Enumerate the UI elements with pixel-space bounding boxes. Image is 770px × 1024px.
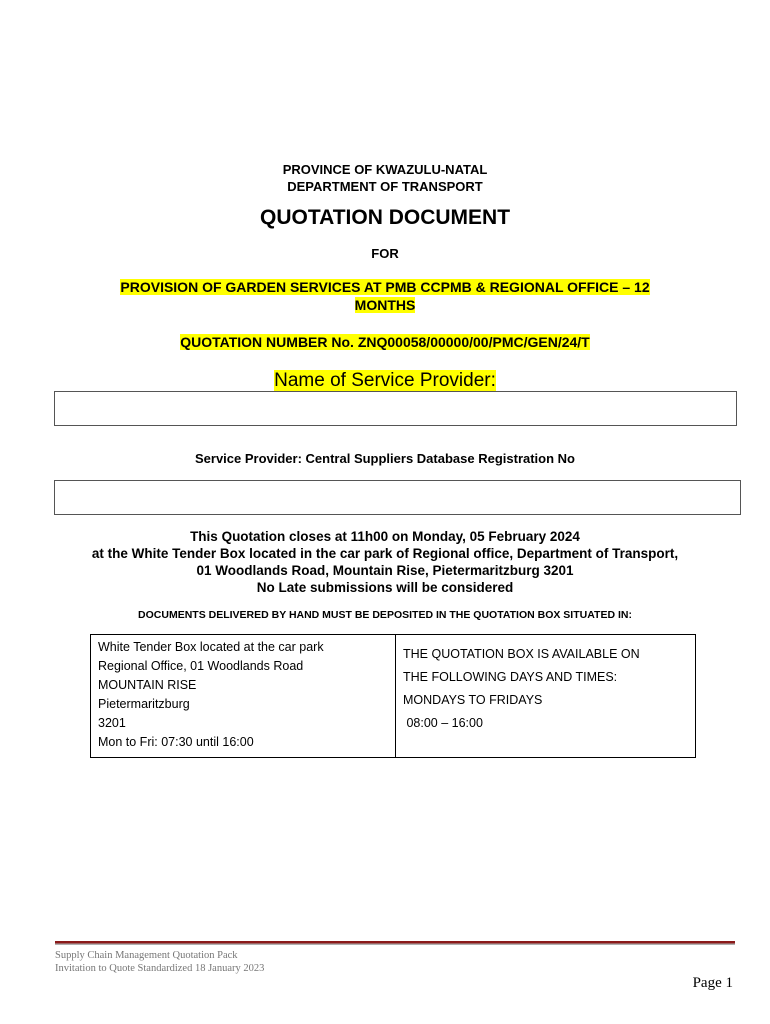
- provider-name-label: Name of Service Provider:: [274, 370, 496, 391]
- provider-name-row: [0, 369, 770, 393]
- quotation-number-row: [0, 333, 770, 351]
- closing-line-2: at the White Tender Box located in the car park of Regional office, Department of Transport,: [91, 546, 679, 561]
- for-label: FOR: [371, 246, 399, 261]
- box-location-line: White Tender Box located at the car park: [98, 640, 324, 654]
- page-number: Page 1: [692, 975, 733, 991]
- department-heading: DEPARTMENT OF TRANSPORT: [287, 179, 483, 194]
- box-location-line: Regional Office, 01 Woodlands Road: [98, 659, 304, 673]
- document-title: QUOTATION DOCUMENT: [259, 206, 511, 229]
- footer-line-2: Invitation to Quote Standardized 18 January 2023: [55, 963, 265, 974]
- footer-line-1: Supply Chain Management Quotation Pack: [55, 950, 238, 961]
- box-availability-line: THE QUOTATION BOX IS AVAILABLE ON: [403, 647, 640, 661]
- footer-divider: [55, 941, 735, 945]
- box-availability-line: MONDAYS TO FRIDAYS: [403, 693, 543, 707]
- quotation-number: QUOTATION NUMBER No. ZNQ00058/00000/00/PMC/GEN/24/T: [180, 334, 590, 350]
- delivery-notice: DOCUMENTS DELIVERED BY HAND MUST BE DEPOSITED IN THE QUOTATION BOX SITUATED IN:: [138, 609, 632, 621]
- box-availability-line: 08:00 – 16:00: [403, 716, 483, 730]
- box-location-cell: [91, 635, 396, 758]
- project-title-line1: [0, 278, 770, 296]
- provider-name-field[interactable]: [54, 391, 737, 426]
- box-availability-cell: [396, 635, 696, 758]
- project-title-text-1: PROVISION OF GARDEN SERVICES AT PMB CCPMB & REGIONAL OFFICE – 12: [120, 279, 650, 295]
- closing-line-1: This Quotation closes at 11h00 on Monday, 05 February 2024: [190, 529, 580, 544]
- csd-label: Service Provider: Central Suppliers Database Registration No: [194, 451, 575, 466]
- project-title-text-2: MONTHS: [354, 297, 416, 313]
- box-availability-line: THE FOLLOWING DAYS AND TIMES:: [403, 670, 618, 684]
- project-title-line2: [0, 296, 770, 314]
- box-location-line: Pietermaritzburg: [98, 697, 190, 711]
- box-location-line: 3201: [98, 716, 126, 730]
- closing-line-4: No Late submissions will be considered: [256, 580, 514, 595]
- csd-registration-field[interactable]: [54, 480, 741, 515]
- box-location-line: Mon to Fri: 07:30 until 16:00: [98, 735, 254, 749]
- quotation-box-table: [90, 634, 696, 758]
- closing-line-3: 01 Woodlands Road, Mountain Rise, Pietermaritzburg 3201: [196, 563, 574, 578]
- province-heading: PROVINCE OF KWAZULU-NATAL: [282, 162, 488, 177]
- box-location-line: MOUNTAIN RISE: [98, 678, 197, 692]
